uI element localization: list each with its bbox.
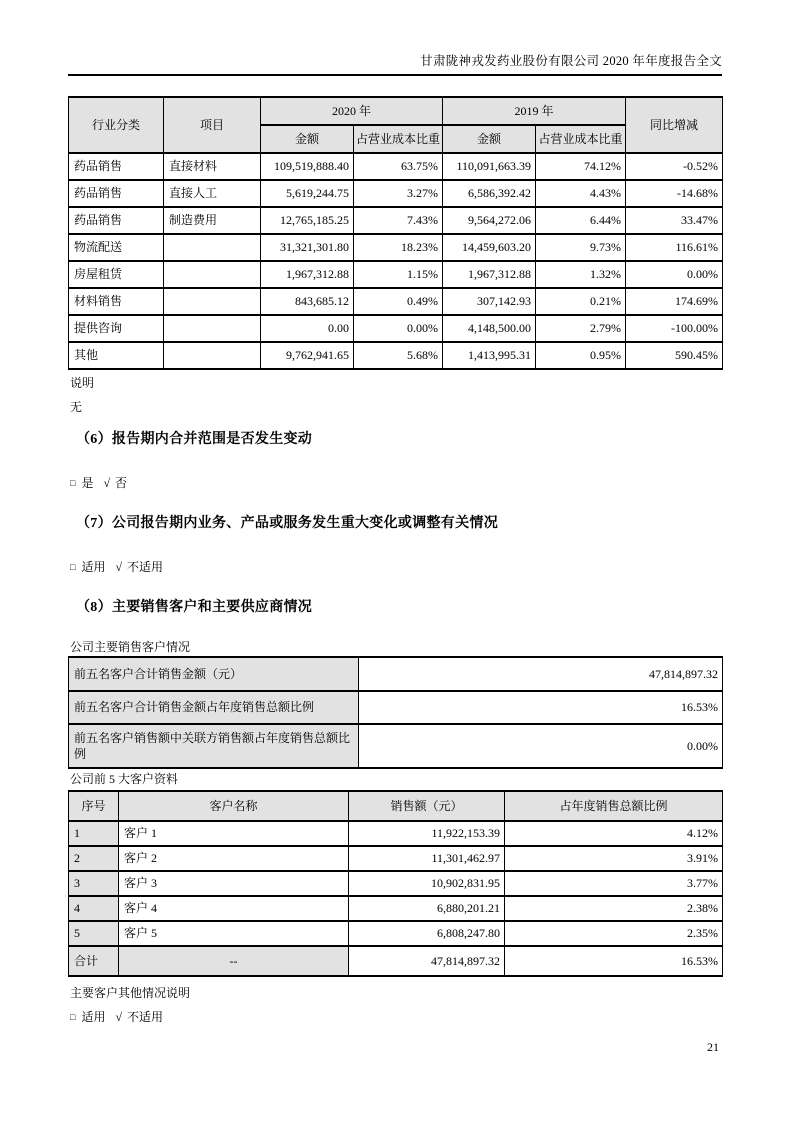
cost-table-header-row1: [69, 97, 723, 125]
summary-label: 前五名客户销售额中关联方销售额占年度销售总额比例: [69, 724, 359, 768]
choice-option-no: 否: [115, 476, 128, 490]
cell-amount-2019: 1,967,312.88: [443, 261, 536, 288]
cell-industry: 药品销售: [69, 153, 164, 180]
cell-ratio-2020: 1.15%: [354, 261, 443, 288]
header-ratio-2020: 占营业成本比重: [354, 125, 443, 153]
cell-item: 制造费用: [164, 207, 261, 234]
header-name: 客户名称: [119, 791, 349, 821]
cell-total-name: --: [119, 946, 349, 976]
cell-yoy: 590.45%: [626, 342, 723, 369]
customer-row: [69, 821, 723, 846]
customer-row: [69, 921, 723, 946]
cell-ratio-2019: 2.79%: [536, 315, 626, 342]
choice-option-not-applicable: 不适用: [127, 560, 164, 574]
cell-industry: 提供咨询: [69, 315, 164, 342]
cost-table-row: [69, 261, 723, 288]
cell-yoy: -14.68%: [626, 180, 723, 207]
cost-breakdown-table: [68, 96, 723, 370]
checkbox-unchecked-icon: □: [70, 562, 76, 572]
other-note-label: 主要客户其他情况说明: [70, 986, 191, 1000]
cell-ratio-2019: 1.32%: [536, 261, 626, 288]
cell-amount-2020: 0.00: [261, 315, 354, 342]
customers-summary-table: [68, 656, 723, 769]
page-header-title: 甘肃陇神戎发药业股份有限公司 2020 年年度报告全文: [420, 54, 722, 68]
customer-row: [69, 871, 723, 896]
cell-amount: 6,808,247.80: [349, 921, 505, 946]
cell-no: 4: [69, 896, 119, 921]
cell-amount: 11,922,153.39: [349, 821, 505, 846]
summary-value: 0.00%: [359, 724, 723, 768]
customer-row: [69, 896, 723, 921]
cell-name: 客户 3: [119, 871, 349, 896]
section-6-title: （6）报告期内合并范围是否发生变动: [76, 432, 313, 447]
cell-yoy: -0.52%: [626, 153, 723, 180]
cell-amount-2020: 843,685.12: [261, 288, 354, 315]
check-icon: √: [103, 476, 111, 490]
cell-ratio-2020: 0.49%: [354, 288, 443, 315]
section-6-choice: [70, 474, 127, 491]
check-icon: √: [115, 560, 123, 574]
cell-amount-2019: 1,413,995.31: [443, 342, 536, 369]
cell-item: [164, 288, 261, 315]
cell-amount-2020: 9,762,941.65: [261, 342, 354, 369]
cell-no: 5: [69, 921, 119, 946]
cell-ratio-2020: 7.43%: [354, 207, 443, 234]
cell-item: [164, 315, 261, 342]
header-amount-2019: 金额: [443, 125, 536, 153]
cell-industry: 药品销售: [69, 207, 164, 234]
cell-amount: 6,880,201.21: [349, 896, 505, 921]
cell-total-label: 合计: [69, 946, 119, 976]
choice-option-yes: 是: [81, 476, 94, 490]
cell-yoy: 0.00%: [626, 261, 723, 288]
cell-amount-2019: 9,564,272.06: [443, 207, 536, 234]
cell-total-amount: 47,814,897.32: [349, 946, 505, 976]
cell-ratio: 2.35%: [505, 921, 723, 946]
cell-yoy: 33.47%: [626, 207, 723, 234]
cell-ratio: 2.38%: [505, 896, 723, 921]
cell-name: 客户 2: [119, 846, 349, 871]
header-rule: [68, 74, 722, 76]
cell-ratio-2019: 74.12%: [536, 153, 626, 180]
customer-total-row: [69, 946, 723, 976]
header-2019: 2019 年: [443, 97, 626, 125]
cell-amount-2019: 14,459,603.20: [443, 234, 536, 261]
section-7-title: （7）公司报告期内业务、产品或服务发生重大变化或调整有关情况: [76, 516, 498, 531]
cell-no: 3: [69, 871, 119, 896]
cell-name: 客户 5: [119, 921, 349, 946]
cell-yoy: 174.69%: [626, 288, 723, 315]
header-ratio-2019: 占营业成本比重: [536, 125, 626, 153]
cell-ratio-2019: 4.43%: [536, 180, 626, 207]
cell-amount-2019: 4,148,500.00: [443, 315, 536, 342]
summary-row: [69, 657, 723, 691]
cost-table-row: [69, 234, 723, 261]
summary-label: 前五名客户合计销售金额占年度销售总额比例: [69, 691, 359, 724]
cell-amount-2020: 5,619,244.75: [261, 180, 354, 207]
cell-ratio: 3.77%: [505, 871, 723, 896]
cell-ratio-2020: 18.23%: [354, 234, 443, 261]
cell-amount: 10,902,831.95: [349, 871, 505, 896]
cell-ratio: 4.12%: [505, 821, 723, 846]
cell-ratio-2019: 0.95%: [536, 342, 626, 369]
cell-amount-2019: 110,091,663.39: [443, 153, 536, 180]
cost-table-row: [69, 288, 723, 315]
choice-option-applicable: 适用: [81, 560, 106, 574]
note-value: 无: [70, 400, 83, 414]
other-note-choice: [70, 1008, 163, 1025]
cell-yoy: -100.00%: [626, 315, 723, 342]
summary-value: 16.53%: [359, 691, 723, 724]
cell-amount-2020: 109,519,888.40: [261, 153, 354, 180]
section-7-choice: [70, 558, 163, 575]
cost-table-row: [69, 207, 723, 234]
cost-table-row: [69, 153, 723, 180]
choice-option-applicable: 适用: [81, 1010, 106, 1024]
cell-ratio-2020: 63.75%: [354, 153, 443, 180]
cell-item: [164, 342, 261, 369]
cell-item: [164, 261, 261, 288]
choice-option-not-applicable: 不适用: [127, 1010, 164, 1024]
cell-industry: 材料销售: [69, 288, 164, 315]
header-industry: 行业分类: [69, 97, 164, 153]
cost-table-row: [69, 342, 723, 369]
summary-row: [69, 691, 723, 724]
cell-industry: 房屋租赁: [69, 261, 164, 288]
cell-ratio-2019: 0.21%: [536, 288, 626, 315]
cell-amount-2020: 1,967,312.88: [261, 261, 354, 288]
cell-name: 客户 1: [119, 821, 349, 846]
cell-no: 2: [69, 846, 119, 871]
cell-ratio-2020: 3.27%: [354, 180, 443, 207]
cell-industry: 药品销售: [69, 180, 164, 207]
header-amount: 销售额（元）: [349, 791, 505, 821]
summary-value: 47,814,897.32: [359, 657, 723, 691]
header-no: 序号: [69, 791, 119, 821]
checkbox-unchecked-icon: □: [70, 1012, 76, 1022]
cell-amount-2020: 12,765,185.25: [261, 207, 354, 234]
cell-amount: 11,301,462.97: [349, 846, 505, 871]
header-2020: 2020 年: [261, 97, 443, 125]
note-label: 说明: [70, 376, 95, 390]
cell-amount-2019: 6,586,392.42: [443, 180, 536, 207]
cell-ratio-2019: 6.44%: [536, 207, 626, 234]
cell-yoy: 116.61%: [626, 234, 723, 261]
cell-ratio-2020: 0.00%: [354, 315, 443, 342]
cell-industry: 其他: [69, 342, 164, 369]
customer-table-header-row: [69, 791, 723, 821]
cell-item: [164, 234, 261, 261]
customer-row: [69, 846, 723, 871]
cell-amount-2019: 307,142.93: [443, 288, 536, 315]
check-icon: √: [115, 1010, 123, 1024]
top5-customers-label: 公司前 5 大客户资料: [70, 772, 179, 786]
cell-ratio: 3.91%: [505, 846, 723, 871]
summary-row: [69, 724, 723, 768]
cell-name: 客户 4: [119, 896, 349, 921]
header-item: 项目: [164, 97, 261, 153]
header-yoy: 同比增减: [626, 97, 723, 153]
checkbox-unchecked-icon: □: [70, 478, 76, 488]
header-amount-2020: 金额: [261, 125, 354, 153]
cell-ratio-2020: 5.68%: [354, 342, 443, 369]
cell-ratio-2019: 9.73%: [536, 234, 626, 261]
cell-item: 直接材料: [164, 153, 261, 180]
page-number: 21: [707, 1040, 719, 1054]
cell-amount-2020: 31,321,301.80: [261, 234, 354, 261]
section-8-title: （8）主要销售客户和主要供应商情况: [76, 600, 313, 615]
header-ratio: 占年度销售总额比例: [505, 791, 723, 821]
cell-no: 1: [69, 821, 119, 846]
top5-customers-table: [68, 790, 723, 977]
cost-table-row: [69, 180, 723, 207]
cost-table-row: [69, 315, 723, 342]
cell-item: 直接人工: [164, 180, 261, 207]
summary-label: 前五名客户合计销售金额（元）: [69, 657, 359, 691]
cell-industry: 物流配送: [69, 234, 164, 261]
customers-summary-label: 公司主要销售客户情况: [70, 640, 191, 654]
cell-total-ratio: 16.53%: [505, 946, 723, 976]
